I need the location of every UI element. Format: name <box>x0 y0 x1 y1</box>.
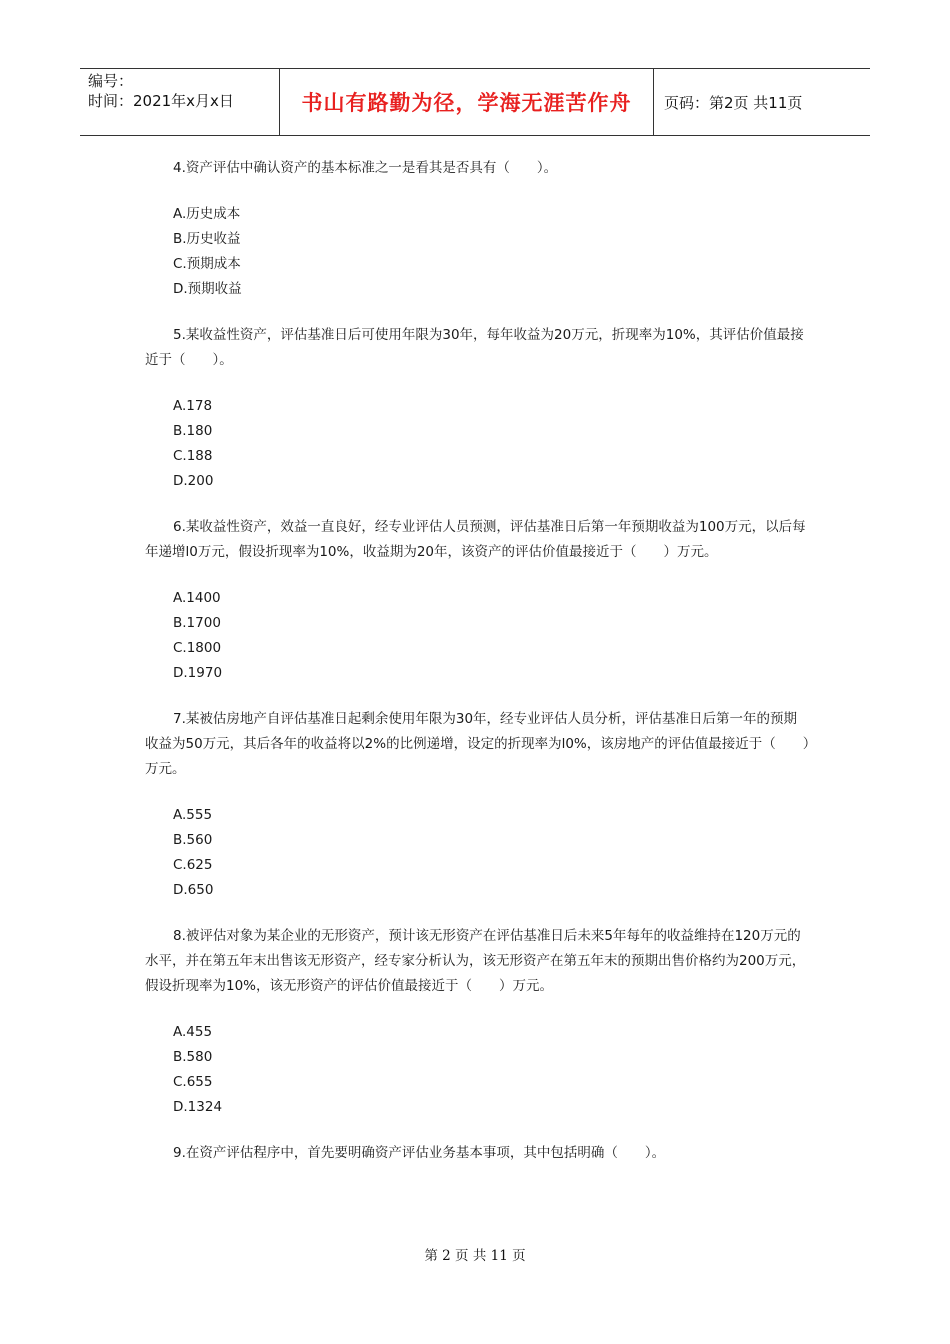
option-item: D.预期收益 <box>173 281 242 297</box>
option-item: D.200 <box>173 473 214 489</box>
header-meta <box>80 69 280 135</box>
question-text: 9.在资产评估程序中，首先要明确资产评估业务基本事项，其中包括明确（ ）。 <box>173 1145 666 1161</box>
option-item: A.1400 <box>173 590 221 606</box>
question-text: 5.某收益性资产，评估基准日后可使用年限为30年，每年收益为20万元，折现率为10%，其评估价值最接近于（ ）。 <box>145 327 804 368</box>
option-item: C.625 <box>173 857 213 873</box>
option-item: B.历史收益 <box>173 231 241 247</box>
option-item: A.178 <box>173 398 213 414</box>
option-item: A.555 <box>173 807 213 823</box>
option-item: C.655 <box>173 1074 213 1090</box>
option-item: D.1324 <box>173 1099 223 1115</box>
option-item: C.预期成本 <box>173 256 241 272</box>
option-item: A.历史成本 <box>173 206 241 222</box>
page-header <box>80 68 870 136</box>
option-item: B.180 <box>173 423 213 439</box>
header-page-info: 页码：第2页 共11页 <box>664 93 803 112</box>
number-label: 编号： <box>88 72 134 90</box>
option-item: B.1700 <box>173 615 221 631</box>
question-list <box>145 156 810 1166</box>
question-text: 4.资产评估中确认资产的基本标准之一是看其是否具有（ ）。 <box>173 160 558 176</box>
option-item: B.560 <box>173 832 213 848</box>
option-item: C.1800 <box>173 640 222 656</box>
question-text: 6.某收益性资产，效益一直良好，经专业评估人员预测，评估基准日后第一年预期收益为100万元，以后每年递增l0万元，假设折现率为10%，收益期为20年，该资产的评估价值最接近于（ ）万元。 <box>145 519 806 560</box>
option-item: D.1970 <box>173 665 223 681</box>
option-list <box>173 394 810 494</box>
header-motto: 书山有路勤为径，学海无涯苦作舟 <box>301 90 632 115</box>
header-motto-cell <box>280 69 654 135</box>
option-list <box>173 1020 810 1120</box>
option-item: C.188 <box>173 448 213 464</box>
option-item: D.650 <box>173 882 214 898</box>
date-label: 时间：2021年x月x日 <box>88 92 234 110</box>
option-list <box>173 202 810 302</box>
option-item: B.580 <box>173 1049 213 1065</box>
option-list <box>173 803 810 903</box>
option-list <box>173 586 810 686</box>
question-text: 7.某被估房地产自评估基准日起剩余使用年限为30年，经专业评估人员分析，评估基准日后第一年的预期收益为50万元，其后各年的收益将以2%的比例递增，设定的折现率为l0%，该房地产的评估值最接近于（ ）万元。 <box>145 711 810 777</box>
option-item: A.455 <box>173 1024 213 1040</box>
question-text: 8.被评估对象为某企业的无形资产，预计该无形资产在评估基准日后未来5年每年的收益维持在120万元的水平，并在第五年末出售该无形资产，经专家分析认为，该无形资产在第五年末的预期出售价格约为200万元，假设折现率为10%，该无形资产的评估价值最接近于（ ）万元。 <box>145 928 806 994</box>
page-footer: 第 2 页 共 11 页 <box>424 1248 526 1264</box>
